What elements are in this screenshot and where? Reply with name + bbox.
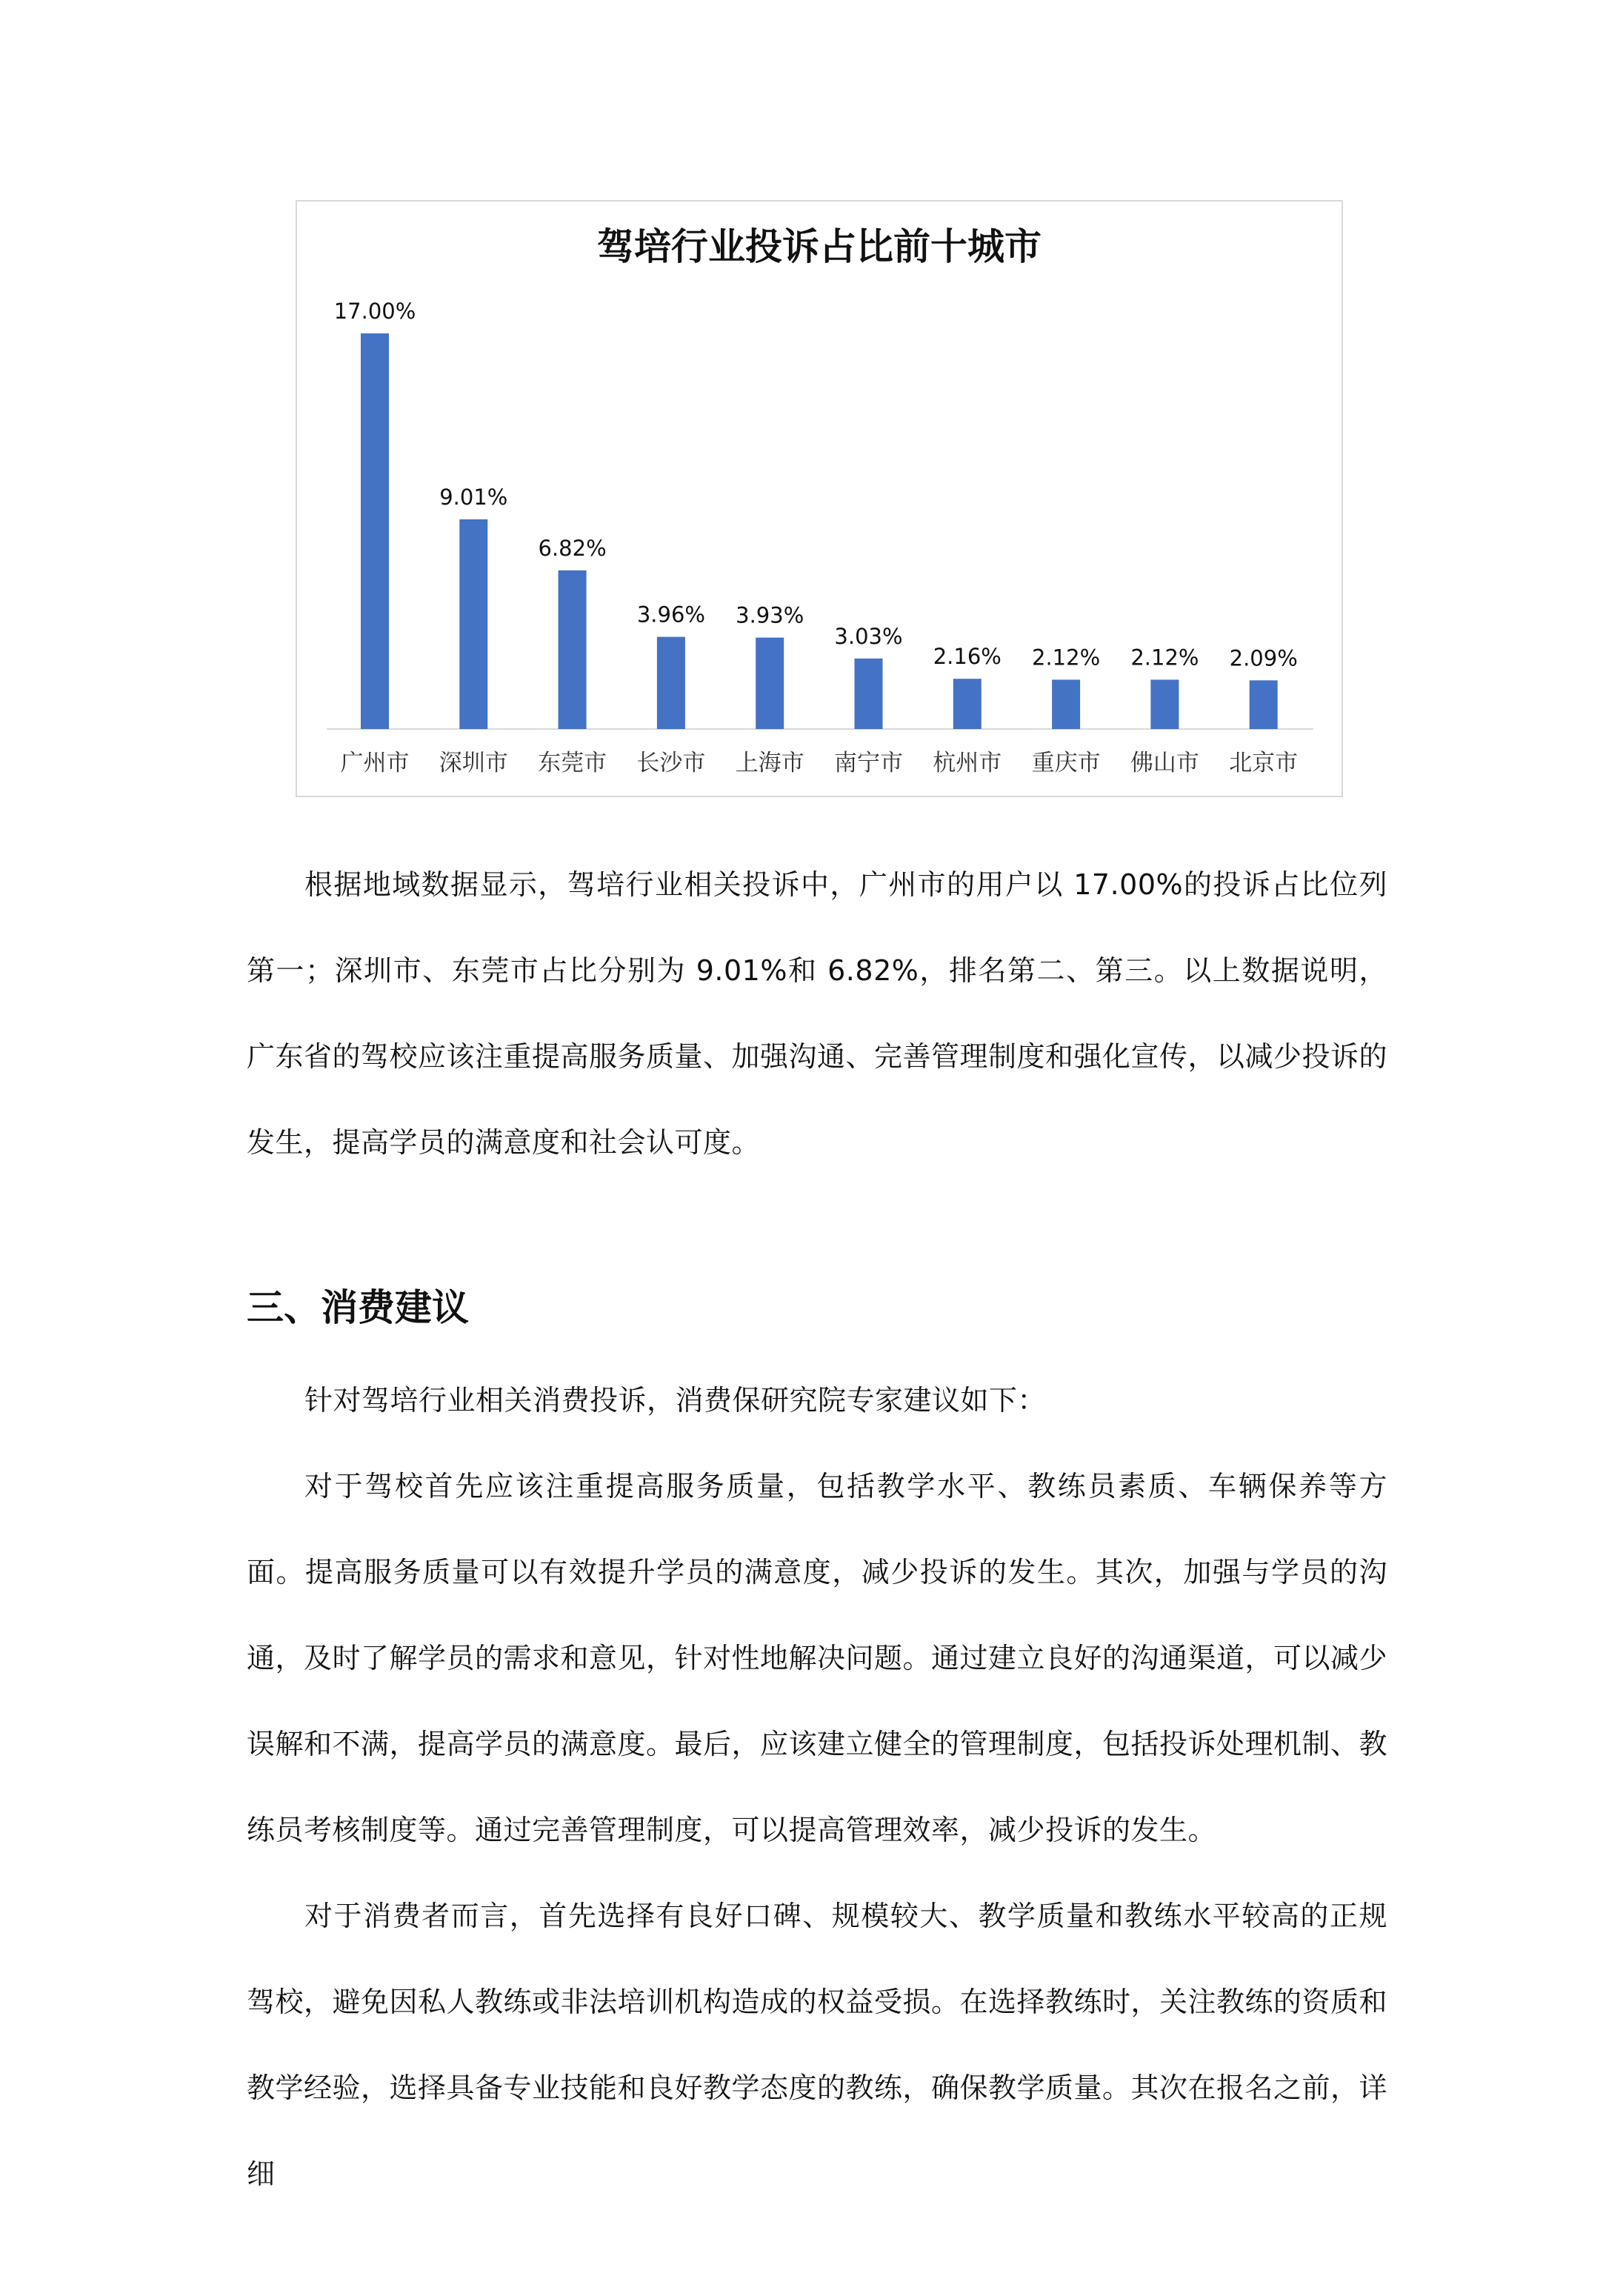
bar-value-label: 2.09% [1229,645,1298,671]
chart-title: 驾培行业投诉占比前十城市 [597,225,1042,268]
bar-value-label: 3.96% [636,602,705,628]
bar-value-label: 2.12% [1032,645,1101,671]
paragraph-advice-driving-schools: 对于驾校首先应该注重提高服务质量，包括教学水平、教练员素质、车辆保养等方面。提高服务质量可以有效提升学员的满意度，减少投诉的发生。其次，加强与学员的沟通，及时了解学员的需求和意见，针对性地解决问题。通过建立良好的沟通渠道，可以减少误解和不满，提高学员的满意度。最后，应该建立健全的管理制度，包括投诉处理机制、教练员考核制度等。通过完善管理制度，可以提高管理效率，减少投诉的发生。 [247,1470,1388,1846]
bar-5 [756,638,784,729]
category-label: 长沙市 [636,750,706,776]
category-label: 上海市 [735,750,804,776]
bar-6 [855,659,883,729]
category-label: 佛山市 [1130,750,1199,776]
chart-container [296,200,1343,797]
section-heading-consumer-advice: 三、消费建议 [247,1286,469,1329]
bar-value-label: 2.16% [933,644,1002,670]
bar-chart [297,202,1342,796]
category-label: 南宁市 [834,750,903,776]
category-label: 北京市 [1229,750,1299,776]
bar-value-label: 3.03% [834,623,903,649]
category-label: 东莞市 [538,750,607,776]
paragraph-advice-intro: 针对驾培行业相关消费投诉，消费保研究院专家建议如下： [304,1384,1047,1417]
paragraph-regional-analysis: 根据地域数据显示，驾培行业相关投诉中，广州市的用户以 17.00%的投诉占比位列第一；深圳市、东莞市占比分别为 9.01%和 6.82%，排名第二、第三。以上数据说明，广东省的驾校应该注重提高服务质量、加强沟通、完善管理制度和强化宣传，以减少投诉的发生，提高学员的满意度和社会认可度。 [247,868,1388,1159]
bar-10 [1250,680,1278,729]
bar-3 [559,570,587,729]
bar-7 [953,679,982,729]
bar-value-label: 17.00% [333,299,416,324]
bar-2 [459,519,487,729]
bar-value-label: 6.82% [538,535,607,561]
bar-value-label: 2.12% [1130,645,1199,671]
bar-9 [1150,679,1179,729]
paragraph-advice-consumers: 对于消费者而言，首先选择有良好口碑、规模较大、教学质量和教练水平较高的正规驾校，避免因私人教练或非法培训机构造成的权益受损。在选择教练时，关注教练的资质和教学经验，选择具备专业技能和良好教学态度的教练，确保教学质量。其次在报名之前，详细 [247,1900,1388,2190]
bar-1 [361,333,389,729]
bar-4 [657,637,685,729]
bar-value-label: 9.01% [439,485,508,510]
category-label: 重庆市 [1031,750,1101,776]
category-label: 杭州市 [933,750,1002,776]
bar-8 [1052,679,1080,729]
bar-value-label: 3.93% [736,602,804,628]
category-label: 深圳市 [439,750,508,776]
category-label: 广州市 [340,750,410,776]
